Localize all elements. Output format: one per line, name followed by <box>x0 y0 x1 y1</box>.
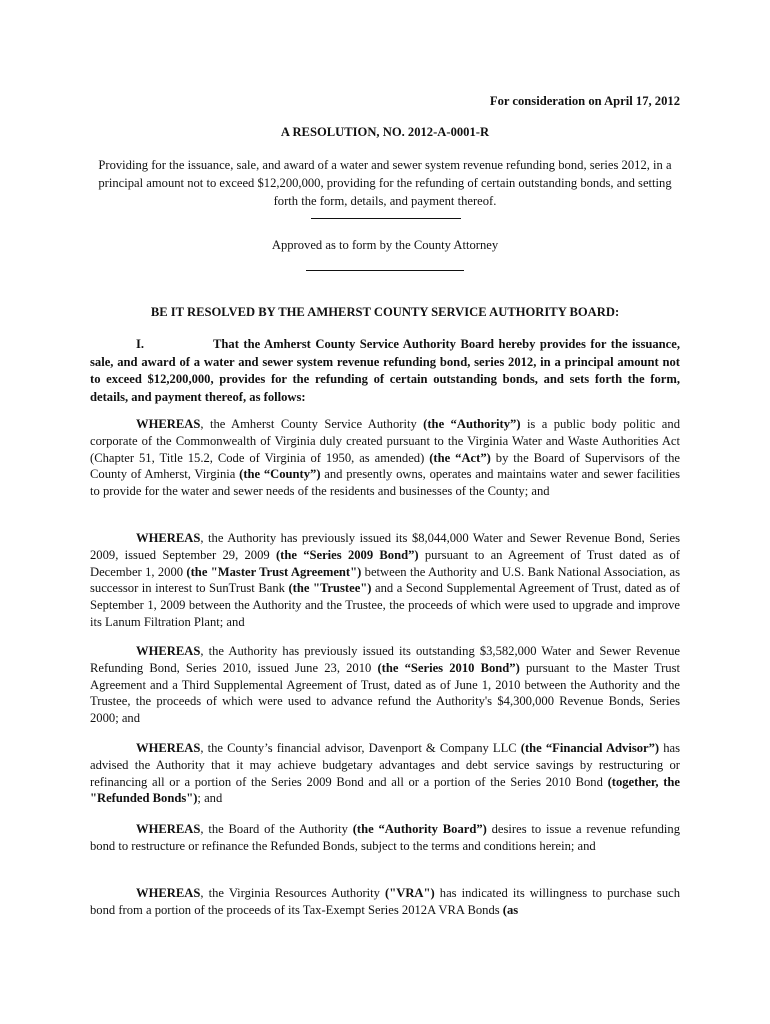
paragraph-text: has advised the Authority that it may achieve budgetary advantages and debt service savings by restructuring or refinancing all or a portion of the Series 2009 Bond and all or a portion of the Series 2010 Bond <box>90 741 681 789</box>
resolution-title: A RESOLUTION, NO. 2012-A-0001-R <box>280 125 490 139</box>
whereas-paragraph <box>90 416 680 500</box>
paragraph-text: , the Amherst County Service Authority <box>200 417 424 431</box>
paragraph-text: , the Virginia Resources Authority <box>200 886 386 900</box>
defined-term: (the “Series 2009 Bond”) <box>275 547 419 562</box>
paragraph-text: ; and <box>197 791 223 806</box>
consideration-date: For consideration on April 17, 2012 <box>489 94 680 108</box>
section-number: I. <box>136 337 145 351</box>
paragraph-text: by the Board of Supervisors of the County of Amherst, Virginia <box>90 450 680 482</box>
resolution-subtitle: Providing for the issuance, sale, and award of a water and sewer system revenue refunding bond, series 2012, in a principal amount not to exceed $12,200,000, providing for the refunding of certain outstanding bonds, and setting forth the form, details, and payment thereof. <box>98 158 672 208</box>
whereas-label: WHEREAS <box>136 644 201 658</box>
defined-term: (the “County”) <box>239 467 321 482</box>
approval-note: Approved as to form by the County Attorney <box>271 238 499 252</box>
whereas-label: WHEREAS <box>136 531 201 545</box>
whereas-label: WHEREAS <box>136 741 201 755</box>
defined-term: (the "Master Trust Agreement") <box>186 564 362 579</box>
paragraph-text: is a public body politic and corporate of the Commonwealth of Virginia duly created pursuant to the Virginia Water and Waste Authorities Act (Chapter 51, Title 15.2, Code of Virginia of 1950, as amended) <box>90 417 680 465</box>
paragraph-text: has indicated its willingness to purchase such bond from a portion of the proceeds of its Tax-Exempt Series 2012A VRA Bonds <box>90 886 681 917</box>
whereas-paragraph <box>90 821 680 855</box>
paragraph-text: , the Authority has previously issued its $8,044,000 Water and Sewer Revenue Bond, Series 2009, issued September 29, 2009 <box>90 531 680 562</box>
resolved-heading: BE IT RESOLVED BY THE AMHERST COUNTY SERVICE AUTHORITY BOARD: <box>150 305 620 319</box>
paragraph-text: pursuant to an Agreement of Trust dated as of December 1, 2000 <box>90 547 680 579</box>
whereas-paragraph <box>90 643 680 727</box>
paragraph-text: between the Authority and U.S. Bank National Association, as successor in interest to SunTrust Bank <box>90 564 680 596</box>
defined-term: (the “Financial Advisor”) <box>520 741 660 755</box>
section-text: That the Amherst County Service Authority Board hereby provides for the issuance, sale, and award of a water and sewer system revenue refunding bond, series 2012, in a principal amount not to exceed $12,200,000, provides for the refunding of certain outstanding bonds, and sets forth the form, details, and payment thereof, as follows: <box>90 337 680 404</box>
paragraph-text: , the Board of the Authority <box>200 822 353 836</box>
defined-term: (together, the "Refunded Bonds") <box>90 774 680 806</box>
whereas-paragraph <box>90 740 680 807</box>
defined-term: (the “Authority Board”) <box>352 822 487 836</box>
defined-term: (the “Series 2010 Bond”) <box>377 660 520 675</box>
paragraph-text: and a Second Supplemental Agreement of Trust, dated as of September 1, 2009 between the Authority and the Trustee, the proceeds of which were used to upgrade and improve its Lanum Filtration Plant; and <box>90 581 680 629</box>
defined-term: (the “Authority”) <box>423 417 521 431</box>
whereas-label: WHEREAS <box>136 886 201 900</box>
section-one <box>90 336 680 406</box>
paragraph-text: , the County’s financial advisor, Davenport & Company LLC <box>200 741 521 755</box>
paragraph-text: and presently owns, operates and maintains water and sewer facilities to provide for the water and sewer needs of the residents and businesses of the County; and <box>90 467 680 499</box>
defined-term: (the “Act”) <box>429 450 491 465</box>
paragraph-text: , the Authority has previously issued its outstanding $3,582,000 Water and Sewer Revenue Refunding Bond, Series 2010, issued June 23, 2010 <box>90 644 680 675</box>
signature-line <box>306 270 464 271</box>
defined-term: ("VRA") <box>385 886 435 900</box>
paragraph-text: desires to issue a revenue refunding bond to restructure or refinance the Refunded Bonds, subject to the terms and conditions herein; and <box>90 822 681 853</box>
paragraph-text: pursuant to the Master Trust Agreement and a Third Supplemental Agreement of Trust, dated as of June 1, 2010 between the Authority and the Trustee, the proceeds of which were used to advance refund the Authority's $4,300,000 Revenue Bonds, Series 2000; and <box>90 660 680 726</box>
whereas-label: WHEREAS <box>136 417 201 431</box>
whereas-label: WHEREAS <box>136 822 201 836</box>
whereas-paragraph <box>90 885 680 919</box>
signature-line <box>311 218 461 219</box>
defined-term: (as <box>502 902 519 917</box>
defined-term: (the "Trustee") <box>288 581 372 596</box>
whereas-paragraph <box>90 530 680 631</box>
